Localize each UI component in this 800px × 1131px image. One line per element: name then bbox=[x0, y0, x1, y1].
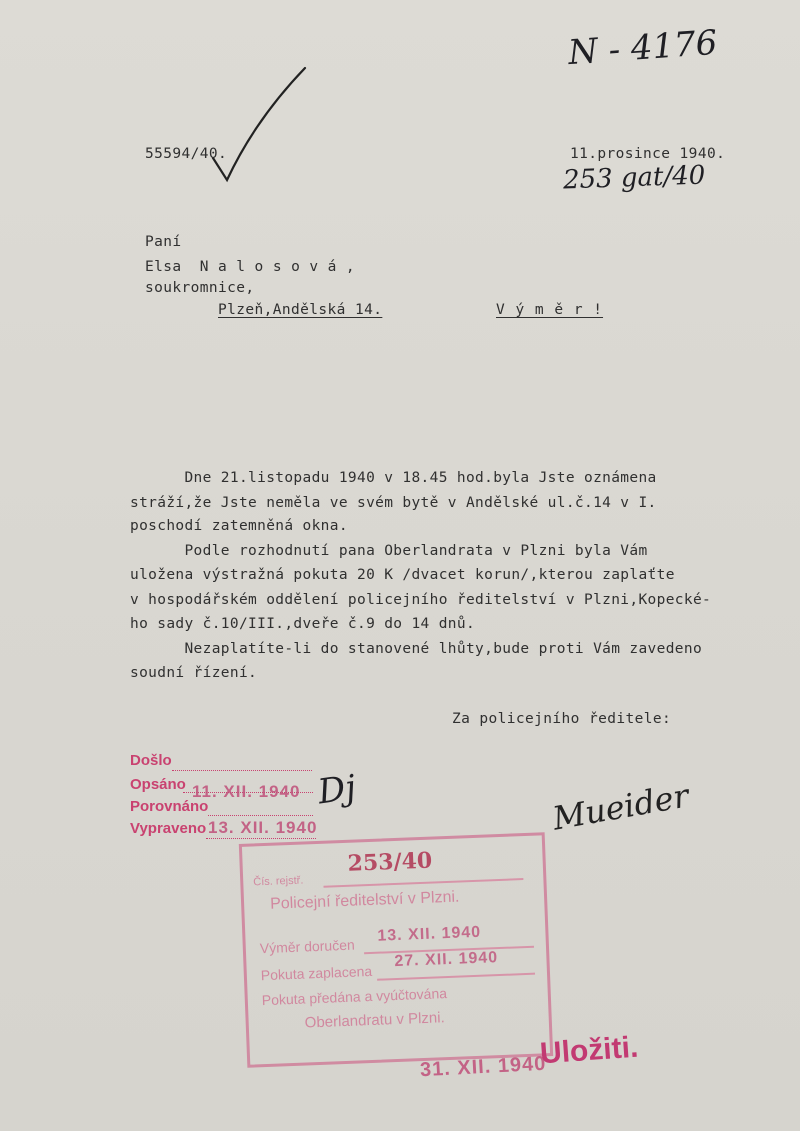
body-line: soudní řízení. bbox=[130, 665, 258, 681]
stamp-opsano: Opsáno bbox=[130, 776, 186, 793]
stamp-rule bbox=[377, 973, 535, 981]
body-line: Podle rozhodnutí pana Oberlandrata v Plzni byla Vám bbox=[130, 543, 648, 559]
register-number-handwritten: 253 gat/40 bbox=[562, 160, 706, 196]
checkmark-icon bbox=[205, 60, 315, 185]
addressee-name: Elsa N a l o s o v á , bbox=[145, 259, 355, 275]
stamp-porovnano: Porovnáno bbox=[130, 798, 209, 815]
stamp-vypraveno: Vypraveno bbox=[130, 820, 207, 837]
vypraveno-date: 13. XII. 1940 bbox=[208, 818, 318, 837]
archive-date: 31. XII. 1940 bbox=[419, 1052, 547, 1082]
office-name: Policejní ředitelství v Plzni. bbox=[269, 888, 460, 913]
stamp-doslo: Došlo bbox=[130, 752, 172, 769]
initials-handwritten: Dj bbox=[315, 767, 359, 813]
file-number-handwritten: N - 4176 bbox=[566, 22, 719, 74]
stamp-rule bbox=[323, 878, 523, 888]
paid-label: Pokuta zaplacena bbox=[260, 962, 373, 984]
body-line: Dne 21.listopadu 1940 v 18.45 hod.byla Jste oznámena bbox=[130, 470, 657, 486]
stamp-rules bbox=[172, 770, 312, 773]
handed-label: Pokuta předána a vyúčtována bbox=[261, 985, 448, 1009]
addressee-address: Plzeň,Andělská 14. bbox=[218, 302, 383, 318]
body-line: v hospodářském oddělení policejního ředitelství v Plzni,Kopecké- bbox=[130, 592, 712, 608]
signature: Mueider bbox=[549, 776, 692, 838]
body-line: uložena výstražná pokuta 20 K /dvacet korun/,kterou zaplaťte bbox=[130, 567, 675, 583]
document-date: 11.prosince 1940. bbox=[570, 146, 726, 162]
body-line: stráží,že Jste neměla ve svém bytě v Andělské ul.č.14 v I. bbox=[130, 495, 657, 511]
addressee-occupation: soukromnice, bbox=[145, 280, 255, 296]
stamp-rules bbox=[206, 838, 316, 841]
reference-number: 55594/40. bbox=[145, 146, 228, 162]
handed-to: Oberlandratu v Plzni. bbox=[304, 1009, 446, 1032]
paid-date: 27. XII. 1940 bbox=[394, 949, 499, 971]
body-line: poschodí zatemněná okna. bbox=[130, 518, 348, 534]
closing-line: Za policejního ředitele: bbox=[452, 711, 672, 727]
register-label: Čís. rejstř. bbox=[253, 874, 304, 889]
stamp-number-handwritten: 253/40 bbox=[347, 847, 433, 877]
opsano-date: 11. XII. 1940 bbox=[192, 782, 301, 801]
salutation: Paní bbox=[145, 234, 182, 250]
archive-label: Uložiti. bbox=[538, 1030, 640, 1071]
document-title: V ý m ě r ! bbox=[496, 302, 604, 318]
body-line: ho sady č.10/III.,dveře č.9 do 14 dnů. bbox=[130, 616, 476, 632]
police-office-stamp bbox=[239, 832, 553, 1068]
body-line: Nezaplatíte-li do stanovené lhůty,bude proti Vám zavedeno bbox=[130, 641, 703, 657]
delivered-label: Výměr doručen bbox=[259, 936, 356, 957]
delivered-date: 13. XII. 1940 bbox=[377, 923, 482, 945]
